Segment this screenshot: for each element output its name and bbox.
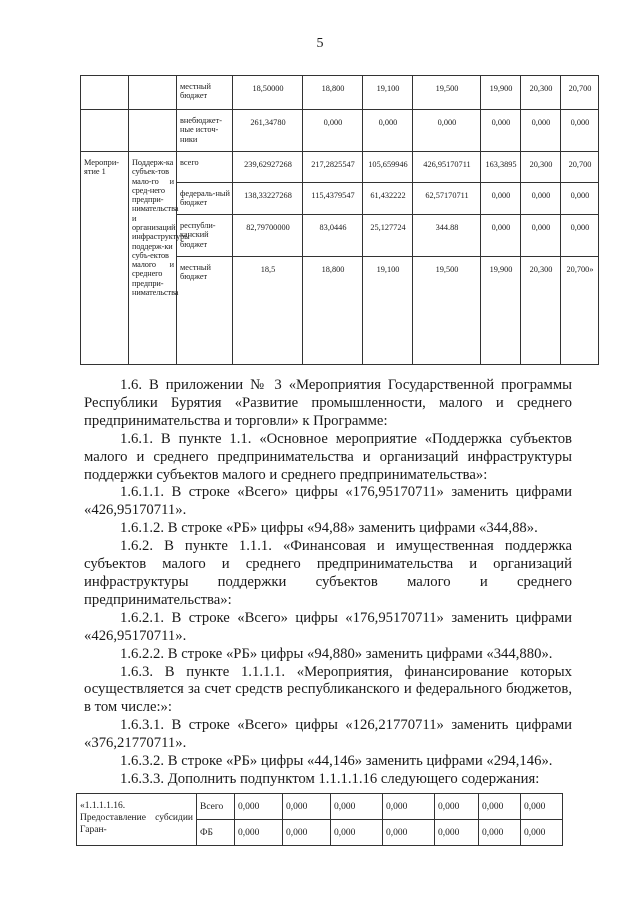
value-cell: 0,000	[413, 110, 481, 152]
table-row	[81, 110, 599, 152]
value-cell: 19,100	[363, 76, 413, 110]
value-cell: 20,700»	[561, 257, 599, 365]
paragraph: 1.6.3.3. Дополнить подпунктом 1.1.1.1.16 следующего содержания:	[120, 770, 540, 787]
value-cell: 19,500	[413, 257, 481, 365]
paragraph: 1.6.3.1. В строке «Всего» цифры «126,21770711» заменить цифрами «376,21770711».	[84, 717, 572, 752]
source-label: внебюджет-ные источ-ники	[177, 110, 233, 152]
value-cell: 0,000	[561, 110, 599, 152]
source-label: местный бюджет	[177, 76, 233, 110]
value-cell: 105,659946	[363, 152, 413, 183]
table-row	[81, 76, 599, 110]
source-label: всего	[177, 152, 233, 183]
value-cell: 0,000	[481, 215, 521, 257]
source-label: местный бюджет	[177, 257, 233, 365]
subitem-description: «1.1.1.1.16. Предоставление субсидии Гаран-	[77, 794, 197, 846]
value-cell: 0,000	[283, 820, 331, 846]
paragraph: 1.6.3.2. В строке «РБ» цифры «44,146» заменить цифрами «294,146».	[120, 753, 553, 770]
value-cell: 18,5	[233, 257, 303, 365]
value-cell: 0,000	[481, 110, 521, 152]
value-cell: 163,3895	[481, 152, 521, 183]
value-cell: 0,000	[363, 110, 413, 152]
value-cell: 138,33227268	[233, 183, 303, 215]
value-cell: 217,2825547	[303, 152, 363, 183]
paragraph: 1.6.1. В пункте 1.1. «Основное мероприятие «Поддержка субъектов малого и среднего предпринимательства и организаций инфраструктуры поддержки субъектов малого и среднего предпринимательства»:	[84, 430, 572, 483]
value-cell: 19,500	[413, 76, 481, 110]
event-name: Меропри-ятие 1	[81, 152, 129, 365]
value-cell: 18,50000	[233, 76, 303, 110]
value-cell: 0,000	[521, 215, 561, 257]
event-cell-empty	[81, 76, 129, 110]
new-subitem-table	[76, 793, 563, 846]
paragraph: 1.6.1.2. В строке «РБ» цифры «94,88» заменить цифрами «344,88».	[120, 520, 538, 537]
funding-table	[80, 75, 599, 365]
paragraph: 1.6.2.1. В строке «Всего» цифры «176,95170711» заменить цифрами «426,95170711».	[84, 609, 572, 644]
source-label: Всего	[197, 794, 235, 820]
value-cell: 115,4379547	[303, 183, 363, 215]
body-text	[84, 377, 572, 789]
paragraph: 1.6. В приложении № 3 «Мероприятия Государственной программы Республики Бурятия «Развитие промышленности, малого и среднего предпринимательства и торговли» к Программе:	[84, 377, 572, 429]
description-cell-empty	[129, 110, 177, 152]
paragraph: 1.6.2. В пункте 1.1.1. «Финансовая и имущественная поддержка субъектов малого и среднего предпринимательства и организаций инфраструктуры поддержки субъектов малого и среднего предпринимательства»:	[84, 538, 572, 608]
paragraph: 1.6.1.1. В строке «Всего» цифры «176,95170711» заменить цифрами «426,95170711».	[84, 484, 572, 519]
value-cell: 19,100	[363, 257, 413, 365]
source-label: республи-канский бюджет	[177, 215, 233, 257]
value-cell: 0,000	[521, 794, 563, 820]
table-row	[77, 794, 563, 820]
value-cell: 0,000	[435, 794, 479, 820]
page-number: 5	[316, 36, 324, 51]
value-cell: 0,000	[435, 820, 479, 846]
value-cell: 20,300	[521, 152, 561, 183]
value-cell: 19,900	[481, 76, 521, 110]
value-cell: 0,000	[479, 794, 521, 820]
value-cell: 20,700	[561, 152, 599, 183]
value-cell: 0,000	[235, 820, 283, 846]
value-cell: 19,900	[481, 257, 521, 365]
value-cell: 261,34780	[233, 110, 303, 152]
value-cell: 82,79700000	[233, 215, 303, 257]
value-cell: 0,000	[383, 820, 435, 846]
value-cell: 0,000	[303, 110, 363, 152]
source-label: ФБ	[197, 820, 235, 846]
value-cell: 18,800	[303, 257, 363, 365]
value-cell: 25,127724	[363, 215, 413, 257]
value-cell: 20,700	[561, 76, 599, 110]
paragraph: 1.6.3. В пункте 1.1.1.1. «Мероприятия, финансирование которых осуществляется за счет средств республиканского и федерального бюджетов, в том числе:»:	[84, 663, 572, 716]
table-row	[81, 152, 599, 183]
value-cell: 20,300	[521, 257, 561, 365]
value-cell: 20,300	[521, 76, 561, 110]
description-cell-empty	[129, 76, 177, 110]
paragraph: 1.6.2.2. В строке «РБ» цифры «94,880» заменить цифрами «344,880».	[120, 645, 553, 662]
value-cell: 0,000	[331, 820, 383, 846]
value-cell: 0,000	[331, 794, 383, 820]
event-cell-empty	[81, 110, 129, 152]
value-cell: 0,000	[521, 183, 561, 215]
value-cell: 0,000	[383, 794, 435, 820]
value-cell: 0,000	[561, 183, 599, 215]
value-cell: 426,95170711	[413, 152, 481, 183]
value-cell: 0,000	[481, 183, 521, 215]
value-cell: 0,000	[521, 110, 561, 152]
source-label: федераль-ный бюджет	[177, 183, 233, 215]
event-description: Поддерж-ка субъек-тов мало-го и сред-него предпри-нимательства и организаций инфраструктуры поддерж-ки субъ-ектов малого и среднего предпри-нимательства	[129, 152, 177, 365]
value-cell: 0,000	[235, 794, 283, 820]
value-cell: 0,000	[521, 820, 563, 846]
value-cell: 61,432222	[363, 183, 413, 215]
value-cell: 344.88	[413, 215, 481, 257]
value-cell: 0,000	[479, 820, 521, 846]
value-cell: 18,800	[303, 76, 363, 110]
value-cell: 239,62927268	[233, 152, 303, 183]
value-cell: 0,000	[283, 794, 331, 820]
value-cell: 0,000	[561, 215, 599, 257]
value-cell: 62,57170711	[413, 183, 481, 215]
value-cell: 83,0446	[303, 215, 363, 257]
